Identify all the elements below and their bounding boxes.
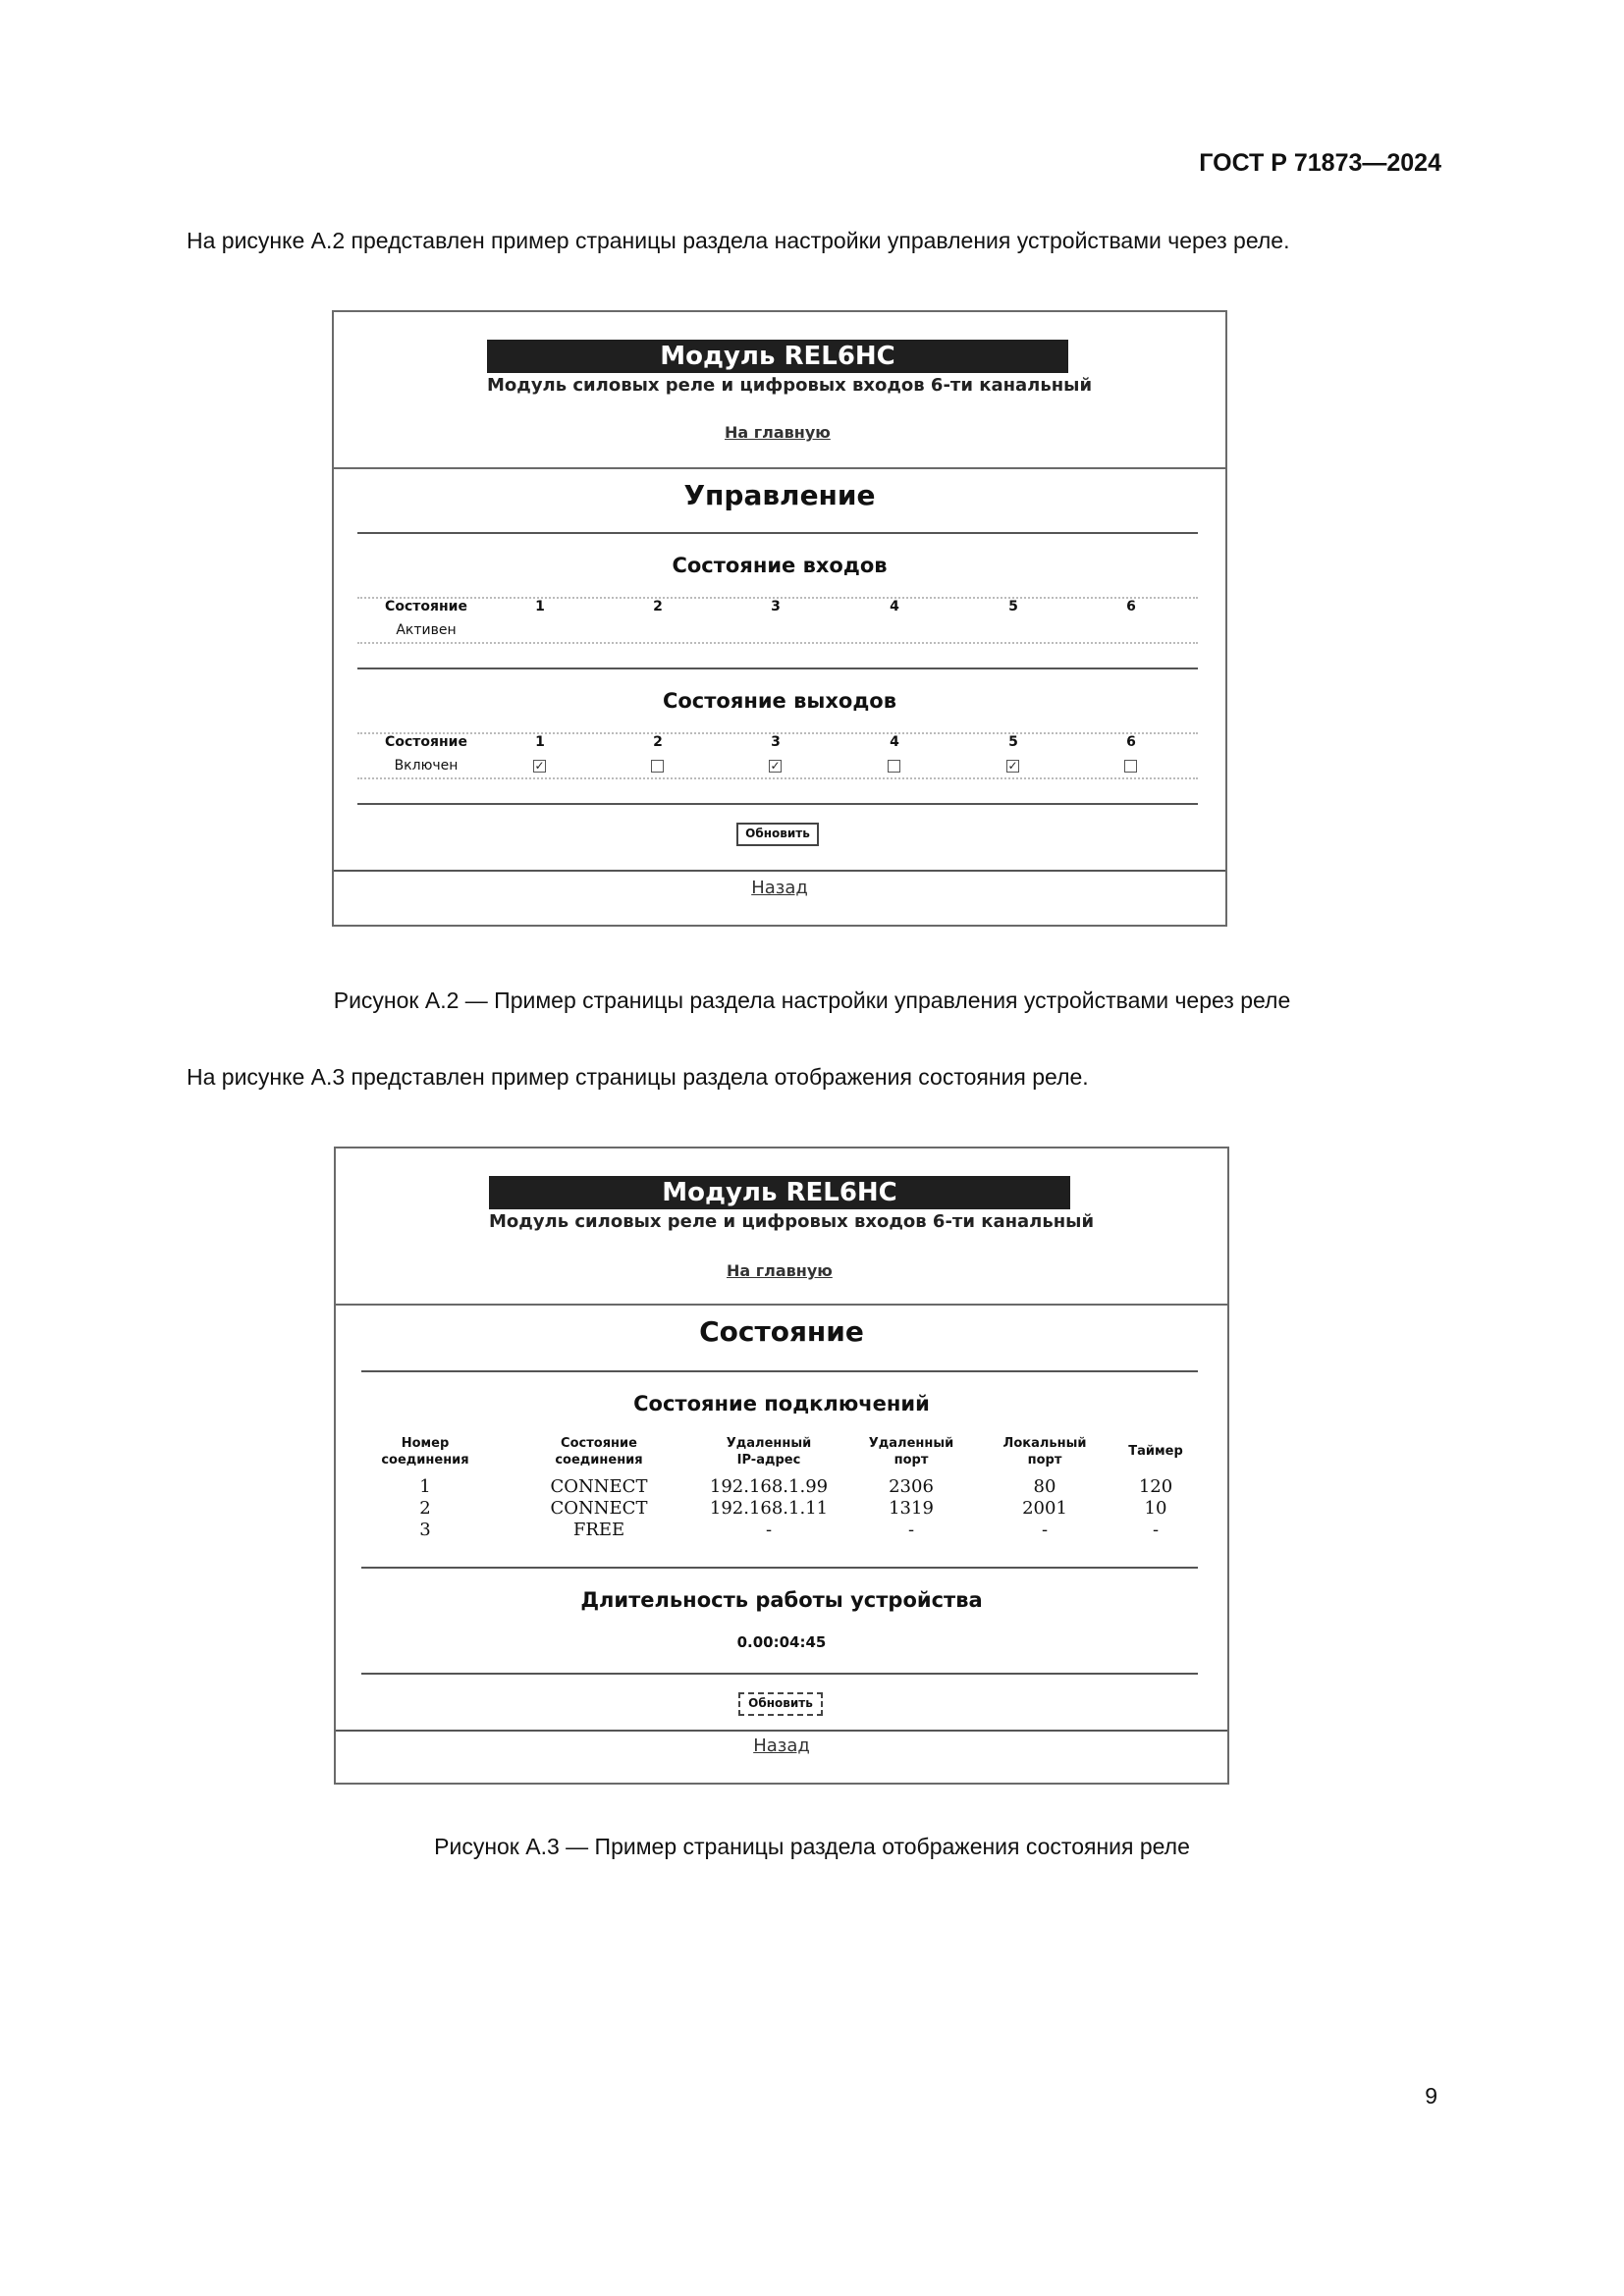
refresh-button[interactable]: Обновить [736, 823, 819, 846]
footer-divider [334, 870, 1225, 872]
outputs-header-col: 6 [1126, 734, 1136, 750]
cell-remote-ip: 192.168.1.99 [709, 1476, 829, 1497]
section-title: Состояние [699, 1315, 864, 1348]
module-title: Модуль REL6HC [487, 340, 1068, 373]
output-checkbox[interactable] [651, 760, 664, 773]
cell-remote-port: - [907, 1520, 915, 1540]
cell-local-port: 80 [1033, 1476, 1056, 1497]
col-header-local-port: Локальный порт [1002, 1436, 1087, 1468]
col-header-conn-number: Номер соединения [381, 1436, 469, 1468]
figure-a3-screenshot [334, 1147, 1229, 1785]
cell-timer: 120 [1138, 1476, 1173, 1497]
col-header-timer: Таймер [1128, 1444, 1183, 1459]
module-subtitle: Модуль силовых реле и цифровых входов 6-ти канальный [487, 375, 1093, 396]
outputs-header-col: 3 [771, 734, 781, 750]
uptime-value: 0.00:04:45 [736, 1633, 827, 1651]
inputs-header-col: 2 [653, 599, 663, 614]
inputs-header-col: 5 [1008, 599, 1018, 614]
output-checkbox[interactable]: ✓ [534, 759, 545, 773]
cell-conn-state: CONNECT [550, 1498, 648, 1519]
inputs-header-col: 3 [771, 599, 781, 614]
paragraph-fig-a3-intro: На рисунке А.3 представлен пример страницы раздела отображения состояния реле. [187, 1064, 1089, 1090]
cell-remote-ip: - [765, 1520, 773, 1540]
page-number: 9 [1425, 2083, 1437, 2109]
connections-title: Состояние подключений [633, 1392, 930, 1415]
home-link[interactable]: На главную [727, 1261, 833, 1280]
outputs-header-col: 2 [653, 734, 663, 750]
footer-divider [336, 1730, 1227, 1732]
outputs-title: Состояние выходов [662, 689, 897, 713]
inputs-table-border [357, 642, 1198, 644]
paragraph-fig-a2-intro: На рисунке А.2 представлен пример страницы раздела настройки управления устройствами через реле. [187, 228, 1290, 253]
figure-a2-screenshot [332, 310, 1227, 927]
cell-conn-number: 2 [419, 1498, 431, 1519]
outputs-row-label: Включен [394, 758, 459, 774]
module-subtitle: Модуль силовых реле и цифровых входов 6-ти канальный [489, 1211, 1095, 1232]
inputs-row-label: Активен [396, 622, 457, 638]
col-header-conn-state: Состояние соединения [555, 1436, 643, 1468]
module-header [336, 1148, 1227, 1306]
inputs-title: Состояние входов [672, 554, 888, 577]
output-checkbox[interactable]: ✓ [1007, 759, 1018, 773]
cell-remote-port: 1319 [889, 1498, 934, 1519]
cell-local-port: - [1041, 1520, 1049, 1540]
outputs-header-col: 4 [890, 734, 899, 750]
cell-remote-ip: 192.168.1.11 [709, 1498, 829, 1519]
outputs-table-border [357, 777, 1198, 779]
cell-conn-number: 3 [419, 1520, 431, 1540]
divider [361, 1370, 1198, 1372]
back-link[interactable]: Назад [753, 1735, 810, 1756]
back-link[interactable]: Назад [751, 878, 808, 898]
caption-fig-a2: Рисунок А.2 — Пример страницы раздела настройки управления устройствами через реле [333, 988, 1291, 1013]
divider [357, 532, 1198, 534]
divider [361, 1673, 1198, 1675]
divider [357, 667, 1198, 669]
col-header-remote-ip: Удаленный IP-адрес [726, 1436, 812, 1468]
refresh-button[interactable]: Обновить [738, 1692, 823, 1716]
module-title: Модуль REL6HC [489, 1176, 1070, 1209]
outputs-header-col: 5 [1008, 734, 1018, 750]
inputs-header-col: 6 [1126, 599, 1136, 614]
divider [357, 803, 1198, 805]
divider [361, 1567, 1198, 1569]
section-title: Управление [683, 479, 876, 511]
cell-remote-port: 2306 [889, 1476, 934, 1497]
caption-fig-a3: Рисунок А.3 — Пример страницы раздела отображения состояния реле [434, 1834, 1190, 1859]
inputs-header-col: 4 [890, 599, 899, 614]
cell-timer: - [1152, 1520, 1160, 1540]
cell-conn-state: FREE [572, 1520, 625, 1540]
outputs-header-state: Состояние [385, 734, 467, 750]
uptime-title: Длительность работы устройства [580, 1588, 983, 1612]
cell-conn-number: 1 [419, 1476, 431, 1497]
output-checkbox[interactable] [888, 760, 900, 773]
module-header [334, 312, 1225, 469]
outputs-header-col: 1 [535, 734, 545, 750]
col-header-remote-port: Удаленный порт [868, 1436, 954, 1468]
cell-timer: 10 [1144, 1498, 1167, 1519]
home-link[interactable]: На главную [725, 423, 831, 442]
cell-conn-state: CONNECT [550, 1476, 648, 1497]
document-code: ГОСТ Р 71873—2024 [1199, 149, 1441, 177]
cell-local-port: 2001 [1022, 1498, 1067, 1519]
inputs-header-state: Состояние [385, 599, 467, 614]
inputs-header-col: 1 [535, 599, 545, 614]
output-checkbox[interactable] [1124, 760, 1137, 773]
output-checkbox[interactable]: ✓ [770, 759, 781, 773]
